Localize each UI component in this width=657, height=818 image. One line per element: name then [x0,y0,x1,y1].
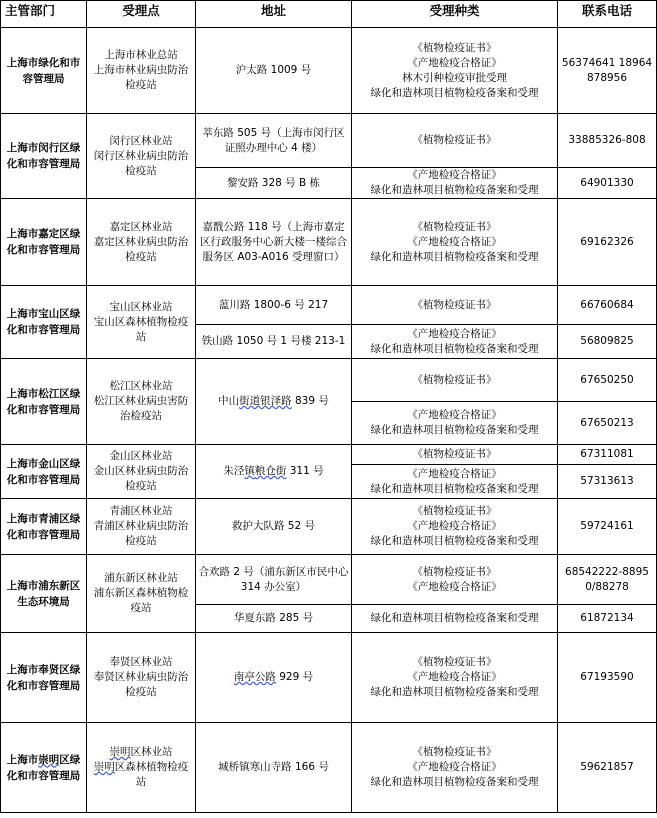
type-line: 绿化和造林项目植物检疫备案和受理 [370,686,539,698]
point-line: 上海市林业病虫防治检疫站 [93,64,189,91]
phone-cell: 67193590 [558,633,657,723]
types-cell [352,605,558,633]
phone-cell: 59621857 [558,723,657,813]
point-line: 松江区林业病虫害防治检疫站 [93,395,189,422]
point-part: 崇明 [109,746,131,758]
types-cell [352,445,558,465]
phone-cell: 67650250 [558,359,657,402]
type-line: 《产地检疫合格证》 [407,580,502,593]
address-part: 中山 [218,395,240,407]
point-line: 奉贤区林业站 [109,656,173,668]
phone-cell: 33885326-808 [558,114,657,168]
dept-cell: 上海市奉贤区绿化和市容管理局 [1,633,87,723]
point-line: 金山区林业病虫防治检疫站 [93,465,189,492]
type-line: 《植物检疫证书》 [412,373,497,386]
dept-cell: 上海市浦东新区生态环境局 [1,555,87,633]
point-line [89,745,193,760]
dept-cell: 上海市宝山区绿化和市容管理局 [1,286,87,359]
phone-cell: 67650213 [558,402,657,445]
point-line: 上海市林业总站 [104,49,178,61]
point-part: 区林业站 [130,746,173,758]
address-cell: 铁山路 1050 号 1 号楼 213-1 [196,325,352,359]
type-line: 《产地检疫合格证》 [407,56,502,69]
phone-cell: 64901330 [558,168,657,199]
type-line: 绿化和造林项目植物检疫备案和受理 [370,250,539,263]
dept-cell: 上海市绿化和市容管理局 [1,28,87,114]
address-cell: 救护大队路 52 号 [196,499,352,555]
type-line: 《产地检疫合格证》 [407,520,502,532]
point-cell [87,286,196,359]
dept-cell: 上海市嘉定区绿化和市容管理局 [1,199,87,286]
address-part: 街道 [239,395,261,407]
type-line: 绿化和造林项目植物检疫备案和受理 [370,612,539,624]
point-cell [87,633,196,723]
dept-part: 区绿化和市容管理局 [6,753,81,782]
dept-part: 崇明 [38,753,60,766]
type-line: 《植物检疫证书》 [412,448,497,460]
dept-cell: 上海市闵行区绿化和市容管理局 [1,114,87,199]
types-cell [352,168,558,199]
phone-cell: 68542222-88950/88278 [558,555,657,605]
address-part: 南亭公路 [233,671,276,683]
phone-cell: 66760684 [558,286,657,325]
point-cell [87,359,196,445]
types-cell [352,633,558,723]
phone-cell: 56374641 18964878956 [558,28,657,114]
address-cell: 华夏东路 285 号 [196,605,352,633]
point-part: 崇明 [93,761,115,773]
phone-cell: 57313613 [558,465,657,499]
header-address: 地址 [196,1,352,28]
type-line: 绿化和造林项目植物检疫备案和受理 [370,86,539,99]
dept-part: 上海市 [6,753,39,766]
point-cell [87,28,196,114]
table-row [1,286,657,325]
point-line: 浦东新区林业站 [104,572,178,584]
address-part: 朱泾 [223,465,245,477]
phone-cell: 67311081 [558,445,657,465]
type-line: 绿化和造林项目植物检疫备案和受理 [370,424,539,436]
point-line [89,760,193,790]
dept-cell: 上海市金山区绿化和市容管理局 [1,445,87,499]
point-line: 闵行区林业病虫防治检疫站 [93,149,189,177]
types-cell [352,499,558,555]
address-cell: 城桥镇寒山寺路 166 号 [196,723,352,813]
point-line: 奉贤区林业病虫防治检疫站 [93,671,189,698]
type-line: 《植物检疫证书》 [412,656,497,668]
table-row [1,359,657,402]
address-part: 839 号 [291,395,329,407]
table-row [1,499,657,555]
type-line: 《植物检疫证书》 [412,746,497,758]
type-line: 林木引种检疫审批受理 [402,71,507,84]
address-part: 粮仓街 [254,465,287,477]
type-line: 《植物检疫证书》 [412,134,497,146]
address-part: 929 号 [275,671,314,683]
point-line: 青浦区林业站 [109,505,173,517]
header-phone: 联系电话 [558,1,657,28]
header-point: 受理点 [87,1,196,28]
types-cell [352,325,558,359]
type-line: 绿化和造林项目植物检疫备案和受理 [370,535,539,547]
address-cell: 合欢路 2 号（浦东新区市民中心 314 办公室） [196,555,352,605]
point-cell [87,723,196,813]
type-line: 《产地检疫合格证》 [407,467,502,480]
types-cell [352,114,558,168]
table-row [1,114,657,168]
type-line: 《植物检疫证书》 [412,220,497,233]
dept-cell: 上海市松江区绿化和市容管理局 [1,359,87,445]
point-line: 宝山区林业站 [109,300,173,313]
header-dept: 主管部门 [1,1,87,28]
type-line: 绿化和造林项目植物检疫备案和受理 [370,482,539,495]
types-cell [352,199,558,286]
point-line: 浦东新区森林植物检疫站 [93,587,189,614]
dept-cell [1,723,87,813]
types-cell [352,402,558,445]
table-row [1,723,657,813]
address-cell: 黎安路 328 号 B 栋 [196,168,352,199]
point-cell [87,445,196,499]
point-line: 宝山区森林植物检疫站 [93,315,189,343]
types-cell [352,359,558,402]
table-row [1,633,657,723]
point-part: 区森林植物检疫站 [114,761,189,788]
address-part: 镇 [244,465,255,477]
point-line: 闵行区林业站 [109,134,173,147]
phone-cell: 56809825 [558,325,657,359]
point-line: 金山区林业站 [109,450,173,462]
point-cell [87,199,196,286]
address-cell [196,633,352,723]
address-part: 311 号 [286,465,324,477]
type-line: 绿化和造林项目植物检疫备案和受理 [370,342,539,355]
point-line: 青浦区林业病虫防治检疫站 [93,520,189,547]
header-types: 受理种类 [352,1,558,28]
table-row [1,445,657,465]
point-cell [87,114,196,199]
type-line: 《产地检疫合格证》 [407,671,502,683]
types-cell [352,555,558,605]
address-cell: 莘东路 505 号（上海市闵行区证照办理中心 4 楼） [196,114,352,168]
address-part: 银泽路 [260,395,292,407]
address-cell [196,359,352,445]
address-cell: 嘉戬公路 118 号（上海市嘉定区行政服务中心新大楼一楼综合服务区 A03-A016 受理窗口） [196,199,352,286]
phone-cell: 59724161 [558,499,657,555]
types-cell [352,28,558,114]
type-line: 绿化和造林项目植物检疫备案和受理 [370,184,539,196]
table-row [1,28,657,114]
types-cell [352,723,558,813]
point-line: 松江区林业站 [109,380,173,392]
point-line: 嘉定区林业病虫防治检疫站 [93,235,189,263]
type-line: 《植物检疫证书》 [412,41,497,54]
phone-cell: 69162326 [558,199,657,286]
point-line: 嘉定区林业站 [109,220,173,233]
point-cell [87,499,196,555]
type-line: 《产地检疫合格证》 [407,169,502,181]
type-line: 《产地检疫合格证》 [407,761,502,773]
address-cell: 蕰川路 1800-6 号 217 [196,286,352,325]
dept-cell: 上海市青浦区绿化和市容管理局 [1,499,87,555]
type-line: 《产地检疫合格证》 [407,235,502,248]
phone-cell: 61872134 [558,605,657,633]
table-header-row [1,1,657,28]
type-line: 《植物检疫证书》 [412,505,497,517]
type-line: 《植物检疫证书》 [412,298,497,311]
address-cell [196,445,352,499]
table-row [1,199,657,286]
table-row [1,555,657,605]
address-cell: 沪太路 1009 号 [196,28,352,114]
type-line: 《产地检疫合格证》 [407,409,502,421]
type-line: 《产地检疫合格证》 [407,327,502,340]
type-line: 绿化和造林项目植物检疫备案和受理 [370,776,539,788]
type-line: 《植物检疫证书》 [412,565,497,578]
point-cell [87,555,196,633]
types-cell [352,286,558,325]
types-cell [352,465,558,499]
